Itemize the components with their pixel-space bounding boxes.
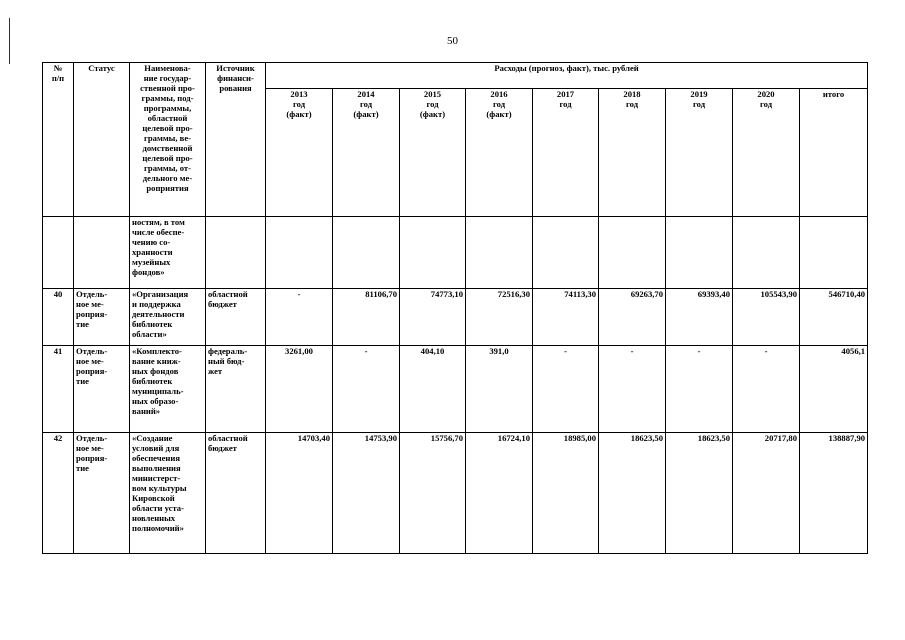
header-row-1 — [43, 63, 868, 89]
cell-empty — [533, 217, 599, 289]
budget-table — [42, 62, 868, 554]
header-year-2014: 2014 год (факт) — [333, 89, 400, 217]
cell-value-2018: - — [599, 346, 666, 433]
cell-value-total: 546710,40 — [800, 289, 868, 346]
cell-value-2013: 3261,00 — [266, 346, 333, 433]
cell-value-2017: - — [533, 346, 599, 433]
cell-value-2015: 404,10 — [400, 346, 466, 433]
cell-value-2017: 18985,00 — [533, 433, 599, 554]
header-year-2018: 2018 год — [599, 89, 666, 217]
cell-value-2019: 69393,40 — [666, 289, 733, 346]
header-year-2020: 2020 год — [733, 89, 800, 217]
cell-value-2014: - — [333, 346, 400, 433]
cell-value-2016: 391,0 — [466, 346, 533, 433]
cell-empty — [43, 217, 74, 289]
cell-name: «Организация и поддержка деятельности библиотек области» — [130, 289, 206, 346]
cell-value-2016: 72516,30 — [466, 289, 533, 346]
header-expenses: Расходы (прогноз, факт), тыс. рублей — [266, 63, 868, 89]
header-num: № п/п — [43, 63, 74, 217]
cell-value-2020: 20717,80 — [733, 433, 800, 554]
table-row — [43, 289, 868, 346]
table-row-continuation — [43, 217, 868, 289]
cell-empty — [333, 217, 400, 289]
table-row — [43, 346, 868, 433]
cell-status: Отдель- ное ме- роприя- тие — [74, 346, 130, 433]
cell-value-2019: 18623,50 — [666, 433, 733, 554]
header-year-2016: 2016 год (факт) — [466, 89, 533, 217]
cell-value-2015: 15756,70 — [400, 433, 466, 554]
header-year-2017: 2017 год — [533, 89, 599, 217]
cell-value-2016: 16724,10 — [466, 433, 533, 554]
header-year-2015: 2015 год (факт) — [400, 89, 466, 217]
cell-num: 40 — [43, 289, 74, 346]
cell-value-2017: 74113,30 — [533, 289, 599, 346]
cell-value-2014: 81106,70 — [333, 289, 400, 346]
cell-name: ностям, в том числе обеспе- чению со- хранности музейных фондов» — [130, 217, 206, 289]
cell-empty — [666, 217, 733, 289]
cell-value-2020: - — [733, 346, 800, 433]
cell-value-2013: 14703,40 — [266, 433, 333, 554]
cell-status: Отдель- ное ме- роприя- тие — [74, 289, 130, 346]
cell-empty — [599, 217, 666, 289]
cell-value-2018: 69263,70 — [599, 289, 666, 346]
header-year-2019: 2019 год — [666, 89, 733, 217]
cell-source: областной бюджет — [206, 433, 266, 554]
cell-value-2013: - — [266, 289, 333, 346]
header-name: Наименова- ние государ- ственной про- граммы, под- программы, областной целевой про- граммы, ве- домственной целевой про- граммы, от- дельного ме- роприятия — [130, 63, 206, 217]
cell-empty — [466, 217, 533, 289]
page-number: 50 — [447, 35, 458, 47]
header-total: итого — [800, 89, 868, 217]
cell-value-total: 138887,90 — [800, 433, 868, 554]
cell-empty — [800, 217, 868, 289]
cell-value-total: 4056,1 — [800, 346, 868, 433]
cell-name: «Комплекто- вание книж- ных фондов библиотек муниципаль- ных образо- ваний» — [130, 346, 206, 433]
header-status: Статус — [74, 63, 130, 217]
cell-source: федераль- ный бюд- жет — [206, 346, 266, 433]
cell-empty — [733, 217, 800, 289]
cell-source: областной бюджет — [206, 289, 266, 346]
header-source: Источник финанси- рования — [206, 63, 266, 217]
header-year-2013: 2013 год (факт) — [266, 89, 333, 217]
cell-empty — [206, 217, 266, 289]
cell-value-2020: 105543,90 — [733, 289, 800, 346]
cell-value-2015: 74773,10 — [400, 289, 466, 346]
cell-value-2014: 14753,90 — [333, 433, 400, 554]
cell-value-2019: - — [666, 346, 733, 433]
cell-num: 41 — [43, 346, 74, 433]
cell-empty — [400, 217, 466, 289]
cell-num: 42 — [43, 433, 74, 554]
cell-name: «Создание условий для обеспечения выполнения министерст- вом культуры Кировской области уста- новленных полномочий» — [130, 433, 206, 554]
cell-empty — [266, 217, 333, 289]
cell-empty — [74, 217, 130, 289]
cell-value-2018: 18623,50 — [599, 433, 666, 554]
table-row — [43, 433, 868, 554]
cell-status: Отдель- ное ме- роприя- тие — [74, 433, 130, 554]
